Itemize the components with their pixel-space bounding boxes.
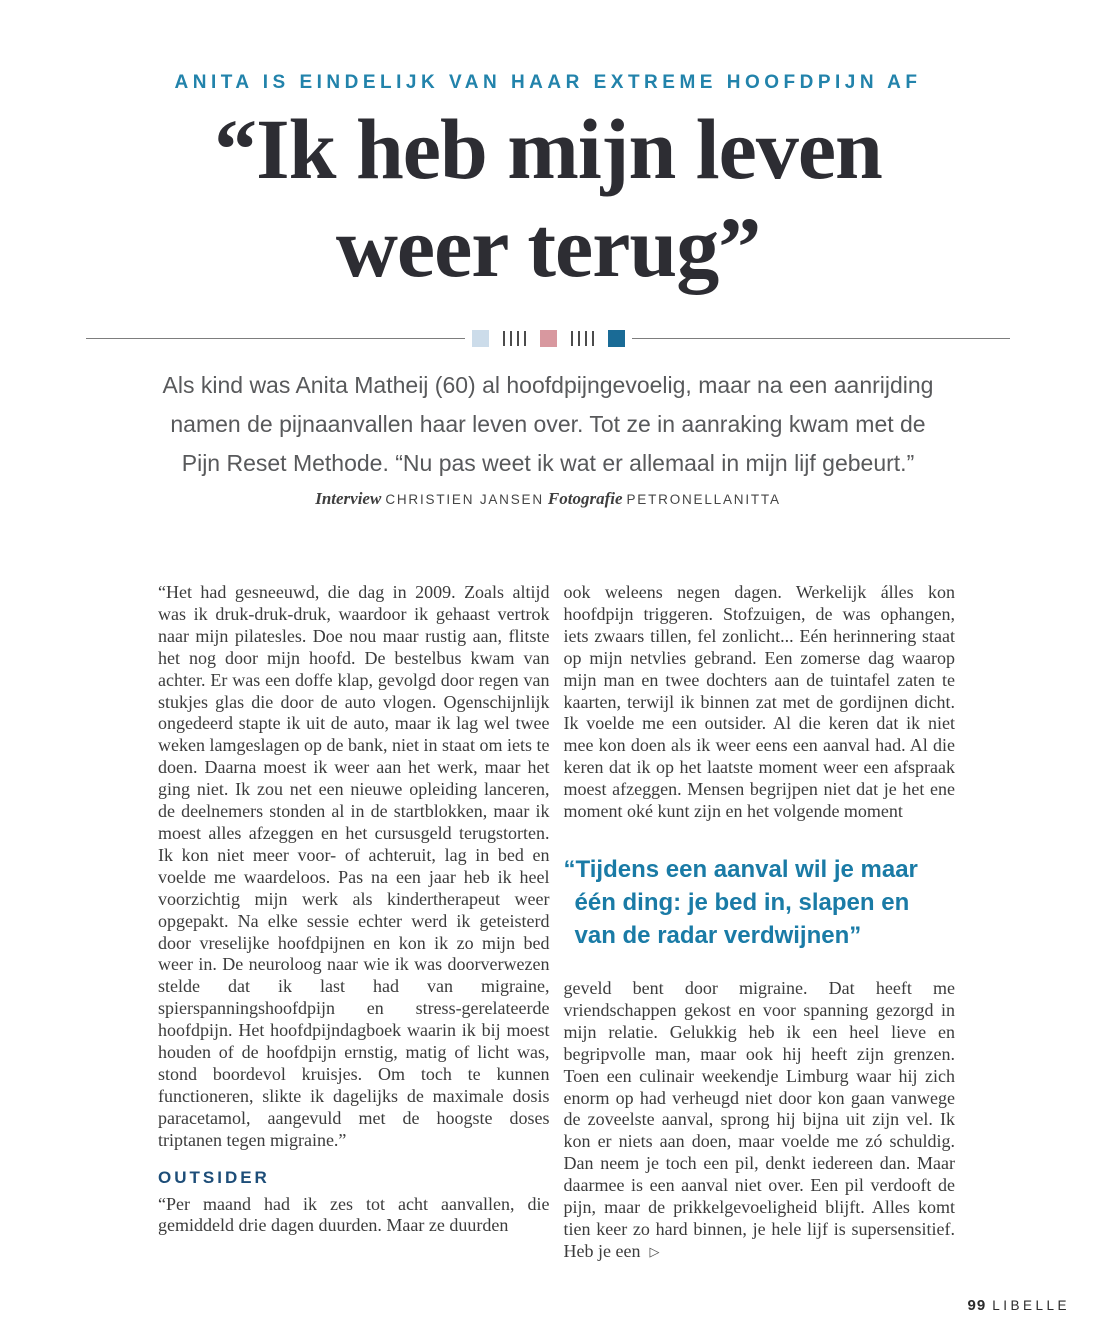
subhead-outsider: OUTSIDER (158, 1167, 270, 1187)
pull-quote-line: van de radar verdwijnen” (574, 921, 862, 949)
intro-line: namen de pijnaanvallen haar leven over. Tot ze in aanraking kwam met de (170, 411, 926, 437)
byline-interview-label: Interview (315, 489, 382, 508)
pull-quote-line: “Tijdens een aanval wil je maar (563, 855, 918, 883)
pull-quote (564, 853, 956, 952)
byline-photography-label: Fotografie (547, 489, 623, 508)
article-kicker: ANITA IS EINDELIJK VAN HAAR EXTREME HOOFDPIJN AF (174, 72, 922, 93)
article-intro (110, 366, 986, 483)
divider-tick-group-icon (571, 331, 594, 346)
right-column (564, 582, 956, 1264)
headline-line-1: “Ik heb mijn leven (214, 101, 882, 197)
body-paragraph (564, 978, 956, 1264)
magazine-name: LIBELLE (992, 1298, 1070, 1313)
body-paragraph: “Per maand had ik zes tot acht aanvallen, die gemiddeld drie dagen duurden. Maar ze duurden (158, 1193, 550, 1236)
headline-line-2: weer terug” (335, 199, 761, 295)
article-headline (0, 100, 1096, 296)
divider-pink-square-icon (540, 330, 557, 347)
continuation-arrow-icon: ▷ (649, 1244, 660, 1260)
page-number: 99 (967, 1297, 987, 1314)
divider-line-left (86, 338, 465, 339)
section-divider (86, 329, 1010, 347)
article-body (158, 582, 955, 1264)
body-paragraph: “Het had gesneeuwd, die dag in 2009. Zoals altijd was ik druk-druk-druk, waardoor ik gehaast vertrok naar mijn pilatesles. Doe nou maar rustig aan, flitste het nog door mijn hoofd. De bestelbus kwam van achter. Er was een doffe klap, gevolgd door regen van stukjes glas die door de auto vlogen. Ogenschijnlijk ongedeerd stapte ik uit de auto, maar ik lag wel twee weken lamgeslagen op de bank, niet in staat om iets te doen. Daarna moest ik weer aan het werk, maar het ging niet. Ik zou net een nieuwe opleiding lanceren, de deelnemers stonden al in de startblokken, maar ik moest alles afzeggen en het cursusgeld terugstorten. Ik kon niet meer voor- of achteruit, lag in bed en voelde me waardeloos. Pas na een jaar heb ik heel voorzichtig mijn werk als kindertherapeut weer opgepakt. Na elke sessie echter werd ik geteisterd door vreselijke hoofdpijnen en kon ik zo mijn bed weer in. De neuroloog naar wie ik was doorverwezen stelde dat ik last had van migraine, spierspanningshoofdpijn en stress-gerelateerde hoofdpijn. Het hoofdpijndagboek waarin ik bij moest houden of de hoofdpijn ernstig, matig of licht was, stond boordevol kruisjes. Om toch te kunnen functioneren, slikte ik dagelijks de maximale dosis paracetamol, aangevuld met de hoogste doses triptanen tegen migraine.” (158, 582, 550, 1150)
byline-photography-name: PETRONELLANITTA (626, 492, 781, 507)
intro-line: Pijn Reset Methode. “Nu pas weet ik wat er allemaal in mijn lijf gebeurt.” (181, 450, 915, 476)
page-footer (968, 1297, 1070, 1315)
intro-line: Als kind was Anita Matheij (60) al hoofdpijngevoelig, maar na een aanrijding (162, 372, 934, 398)
divider-darkblue-square-icon (608, 330, 625, 347)
left-column (158, 582, 550, 1264)
divider-lightblue-square-icon (472, 330, 489, 347)
divider-line-right (632, 338, 1011, 339)
byline-interview-name: CHRISTIEN JANSEN (385, 492, 544, 507)
divider-tick-group-icon (503, 331, 526, 346)
byline (0, 489, 1096, 509)
body-paragraph-text: geveld bent door migraine. Dat heeft me vriendschappen gekost en voor spanning gezorgd in mijn relatie. Gelukkig heb ik een heel lieve en begripvolle man, maar ook hij heeft zijn grenzen. Toen een culinair weekendje Limburg waar hij zich enorm op had verheugd niet door kon gaan vanwege de zoveelste aanval, sprong hij bijna uit zijn vel. Ik kon er niets aan doen, maar voelde me zó schuldig. Dan neem je toch een pil, denkt iedereen dan. Maar daarmee is een aanval niet over. Een pil verdooft de pijn, maar de prikkelgevoeligheid blijft. Alles komt tien keer zo hard binnen, je hele lijf is supersensitief. Heb je een (563, 977, 955, 1261)
body-paragraph: ook weleens negen dagen. Werkelijk álles kon hoofdpijn triggeren. Stofzuigen, de was ophangen, iets zwaars tillen, fel zonlicht... Eén herinnering staat op mijn netvlies gebrand. Een zomerse dag waarop mijn man en twee dochters aan de tuintafel zaten te kaarten, terwijl ik binnen zat met de gordijnen dicht. Ik voelde me een outsider. Al die keren dat ik niet mee kon doen als ik weer eens een aanval had. Al die keren dat ik op het laatste moment weer een afspraak moest afzeggen. Mensen begrijpen niet dat je het ene moment oké kunt zijn en het volgende moment (563, 582, 955, 822)
pull-quote-line: één ding: je bed in, slapen en (574, 888, 910, 916)
